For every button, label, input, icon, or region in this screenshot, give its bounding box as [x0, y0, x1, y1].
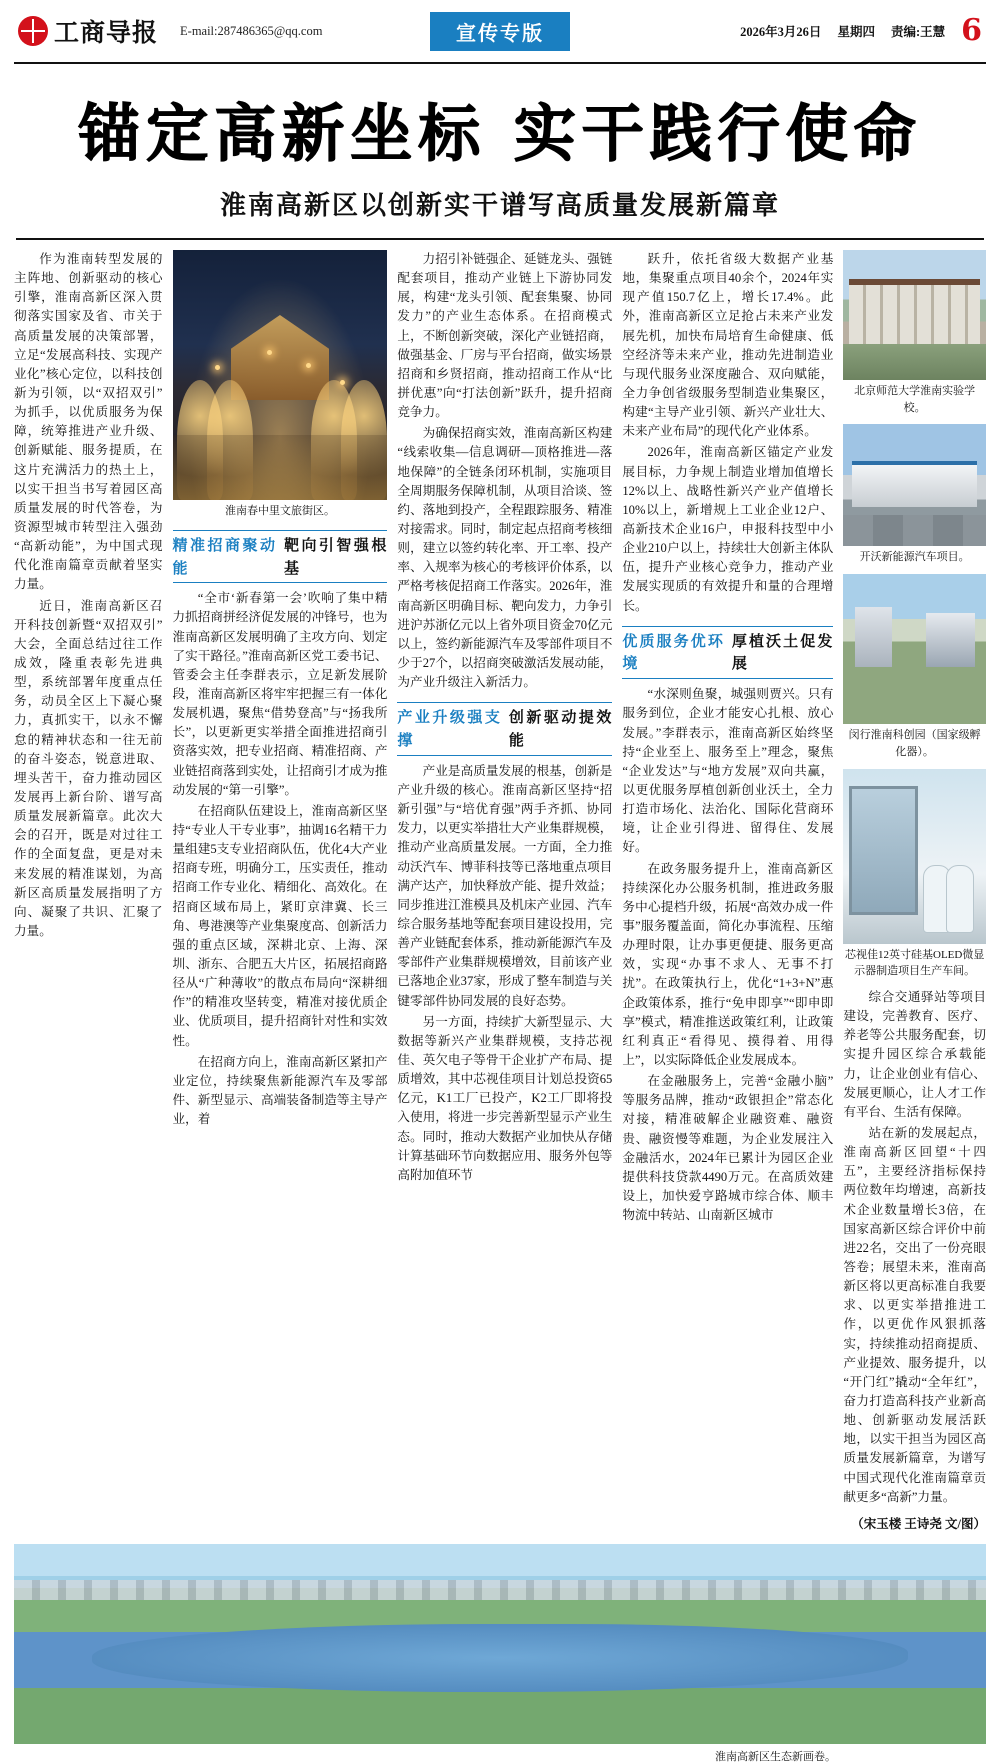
photo-cleanroom — [843, 769, 986, 944]
paragraph: “水深则鱼聚，城强则贾兴。只有服务到位，企业才能安心扎根、放心发展。”李群表示，淮南高新区始终坚持“企业至上、服务至上”理念，聚焦“企业发达”与“地方发展”双向共赢，以更优服务厚植创新创业沃土，全力打造市场化、法治化、国际化营商环境，让企业引得进、留得住、发展好。 — [622, 687, 834, 855]
paragraph: 力招引补链强企、延链龙头、强链配套项目，推动产业链上下游协同发展，构建“龙头引领、配套集聚、协同发力”的产业生态体系。在招商模式上，不断创新突破，深化产业链招商，做强基金、厂房与平台招商，做实场景招商和乡贤招商，推动招商工作从“比拼优惠”向“打法创新”跃升，提升招商竞争力。 — [397, 252, 613, 420]
byline: （宋玉楼 王诗尧 文/图） — [851, 1516, 986, 1531]
photo-night-street — [173, 250, 388, 500]
paragraph: 在政务服务提升上，淮南高新区持续深化办公服务机制，推进政务服务中心提档升级，拓展“高效办成一件事”服务覆盖面，简化办事流程、压缩办理时限，让办事更便捷、服务更高效，实现“办事不求人、无事不打扰”。在政策执行上，优化“1+3+N”惠企政策体系，推行“免申即享”“即申即享”模式，精准推送政策红利，让政策红利真正“看得见、摸得着、用得上”，以实际降低企业发展成本。 — [622, 861, 834, 1067]
photo-caption: 开沃新能源汽车项目。 — [859, 551, 970, 564]
column-3 — [397, 250, 612, 1534]
divider — [16, 238, 984, 240]
paragraph: 在招商队伍建设上，淮南高新区坚持“专业人干专业事”，抽调16名精干力量组建5支专业招商队伍，优化4大产业招商专班，明确分工，压实责任，推动招商工作专业化、精细化、高效化。在招商区域布局上，紧盯京津冀、长三角、粤港澳等产业集聚度高、创新活力强的重点区域，深耕北京、上海、深圳、浙东、合肥五大片区，拓展招商路径从“广种薄收”的散点布局向“深耕细作”的精准攻坚转变，精准对接优质企业、优质项目，提升招商针对性和实效性。 — [172, 803, 388, 1048]
column-2 — [173, 250, 388, 1534]
photo-caption: 北京师范大学淮南实验学校。 — [854, 385, 976, 414]
column-5 — [843, 250, 986, 1534]
photo-factory — [843, 424, 986, 546]
paragraph: “全市‘新春第一会’吹响了集中精力抓招商拼经济促发展的冲锋号，也为淮南高新区发展明确了主攻方向、划定了实干路径。”淮南高新区党工委书记、管委会主任李群表示，立足新发展阶段，淮南高新区将牢牢把握三有一体化发展机遇，聚焦“借势登高”与“扬我所长”，以更新更实举措全面推进招商引资落实效，把专业招商、精准招商、产业链招商落到实处，让招商引才成为推动发展的“第一引擎”。 — [172, 591, 388, 797]
sun-icon — [18, 16, 48, 46]
paper-name: 工商导报 — [54, 18, 159, 47]
headline-main: 锚定高新坐标 实干践行使命 — [78, 97, 922, 170]
section-heading-blue: 产业升级强支撑 — [397, 708, 501, 750]
photo-caption: 芯视佳12英寸硅基OLED微显示器制造项目生产车间。 — [845, 948, 985, 978]
bottom-photo-block — [14, 1544, 986, 1764]
page-number: 6 — [961, 13, 982, 48]
section-heading-blue: 精准招商聚动能 — [172, 535, 276, 577]
headline-block — [14, 84, 986, 222]
paragraph: 产业是高质量发展的根基，创新是产业升级的核心。淮南高新区坚持“招新引强”与“培优育强”两手齐抓、协同发力，以更实举措壮大产业集群规模，推动产业高质量发展。一方面，全力推动沃汽车、博菲科技等已落地重点项目满产达产，加快释放产能、提升效益；同步推进江淮模具及机床产业园、汽车综合服务基地等配套项目建设投用，完善产业链配套体系，推动新能源汽车及零部件产业集群规模增效，目前该产业已落地企业37家，形成了整车制造与关键零部件协同发展的良好态势。 — [397, 763, 613, 1008]
paragraph: 近日，淮南高新区召开科技创新暨“双招双引”大会，全面总结过往工作成效，隆重表彰先进典型，系统部署年度重点任务，动员全区上下凝心聚力，真抓实干，以永不懈怠的精神状态和一往无前的奋斗姿态，锐意进取、埋头苦干，奋力推动园区发展再上新台阶、谱写高质量发展新篇章。此次大会的召开，既是对过往工作的全面复盘，更是对未来发展的精准谋划，为高新区高质量发展指明了方向、凝聚了共识、汇聚了力量。 — [14, 598, 163, 938]
paragraph: 跃升，依托省级大数据产业基地，集聚重点项目40余个，2024年实现产值150.7亿上，增长17.4%。此外，淮南高新区立足抢占未来产业发展先机，加快布局培育生命健康、低空经济等未来产业，推动先进制造业与现代服务业深度融合、双向赋能，全力争创省级服务型制造业集聚区，构建“主导产业引领、新兴产业壮大、未来产业布局”的现代化产业体系。 — [622, 252, 834, 439]
photo-caption: 淮南高新区生态新画卷。 — [715, 1750, 836, 1763]
section-heading-black: 厚植沃土促发展 — [731, 631, 834, 673]
paragraph: 为确保招商实效，淮南高新区构建“线索收集—信息调研—顶格推进—落地保障”的全链条闭环机制，实施项目全周期服务保障机制，从项目洽谈、签约、落地到投产，全程跟踪服务、精准对接需求。同时，制定起点招商考核细则，建立以签约转化率、开工率、投产率、入规率为核心的考核评价体系，以严格考核促招商工作落实。2026年，淮南高新区明确目标、靶向发力，力争引进沪苏浙亿元以上省外项目资金70亿元以上，签约新能源汽车及零部件项目不少于27个，以招商突破激活发展动能，为产业升级注入新活力。 — [397, 426, 613, 690]
publish-date: 2026年3月26日 — [740, 25, 822, 39]
paper-logo — [18, 13, 158, 49]
photo-aerial-panorama — [14, 1544, 986, 1744]
paragraph: 在金融服务上，完善“金融小脑”等服务品牌，推动“政银担企”常态化对接，精准破解企业融资难、融资贵、融资慢等难题，为企业发展注入金融活水，2024年已累计为园区企业提供科技贷款4490万元。在高质效建设上，加快爱亨路城市综合体、顺丰物流中转站、山南新区城市 — [622, 1074, 834, 1223]
article-body — [14, 250, 986, 1534]
section-heading-black: 创新驱动提效能 — [508, 708, 613, 750]
paragraph: 站在新的发展起点，淮南高新区回望“十四五”，主要经济指标保持两位数年均增速，高新技术企业数量增长3倍，在国家高新区综合评价中前进22名，交出了一份亮眼答卷；展望未来，淮南高新区将以更高标准自我要求、以更实举措推进工作，以更优作风狠抓落实，持续推动招商提质、产业提效、服务提升，以“开门红”撬动“全年红”，奋力打造高科技产业新高地、创新驱动发展活跃地，以实干担当为园区高质量发展新篇章，为谱写中国式现代化淮南篇章贡献更多“高新”力量。 — [843, 1126, 986, 1504]
paragraph: 作为淮南转型发展的主阵地、创新驱动的核心引擎，淮南高新区深入贯彻落实国家及省、市关于高质量发展的决策部署，立足“发展高科技、实现产业化”核心定位，以科技创新为引领，以“双招双引”为抓手，以优质服务为保障，统筹推进产业升级、创新赋能、服务提质，在这片充满活力的热土上，以实干担当书写着园区高质量发展的时代答卷，为资源型城市转型注入强劲“高新动能”，为中国式现代化淮南篇章贡献着坚实力量。 — [14, 252, 163, 592]
section-heading-blue: 优质服务优环境 — [622, 631, 724, 673]
paragraph: 在招商方向上，淮南高新区紧扣产业定位，持续聚焦新能源汽车及零部件、新型显示、高端装备制造等主导产业，着 — [172, 1054, 388, 1127]
headline-sub: 淮南高新区以创新实干谱写高质量发展新篇章 — [219, 191, 780, 221]
section-heading-1 — [173, 530, 388, 584]
contact-email: E-mail:287486365@qq.com — [180, 23, 323, 38]
photo-school — [843, 250, 986, 380]
special-edition-badge: 宣传专版 — [430, 12, 570, 51]
section-heading-3 — [622, 626, 833, 680]
masthead-meta — [740, 13, 982, 48]
paragraph: 另一方面，持续扩大新型显示、大数据等新兴产业集群规模，支持芯视佳、英欠电子等骨干企业扩产布局、提质增效，其中芯视佳项目计划总投资65亿元，K1工厂已投产，K2工厂即将投入使用，将进一步完善新型显示产业生态。同时，推动大数据产业加快从存储计算基础环节向数据应用、服务外包等高附加值环节 — [397, 1014, 613, 1182]
photo-caption: 闵行淮南科创园（国家级孵化器）。 — [848, 729, 981, 758]
weekday: 星期四 — [837, 25, 875, 39]
paragraph: 综合交通驿站等项目建设，完善教育、医疗、养老等公共服务配套，切实提升园区综合承载能力，让企业创业有信心、发展更顺心，让人才工作有平台、生活有保障。 — [843, 990, 986, 1119]
photo-innovation-park — [843, 574, 986, 724]
paragraph: 2026年，淮南高新区锚定产业发展目标，力争规上制造业增加值增长12%以上、战略性新兴产业产值增长10%以上，新增规上工业企业12户、高新技术企业16户，申报科技型中小企业210户以上，持续壮大创新主体队伍，提升产业核心竞争力，推动产业发展实现质的有效提升和量的合理增长。 — [622, 445, 834, 613]
section-heading-black: 靶向引智强根基 — [283, 535, 388, 577]
editor: 责编:王慧 — [890, 25, 946, 39]
masthead — [14, 0, 986, 64]
column-1 — [14, 250, 163, 1534]
section-heading-2 — [397, 702, 612, 756]
column-4 — [622, 250, 833, 1534]
photo-caption: 淮南春中里文旅街区。 — [224, 505, 335, 517]
